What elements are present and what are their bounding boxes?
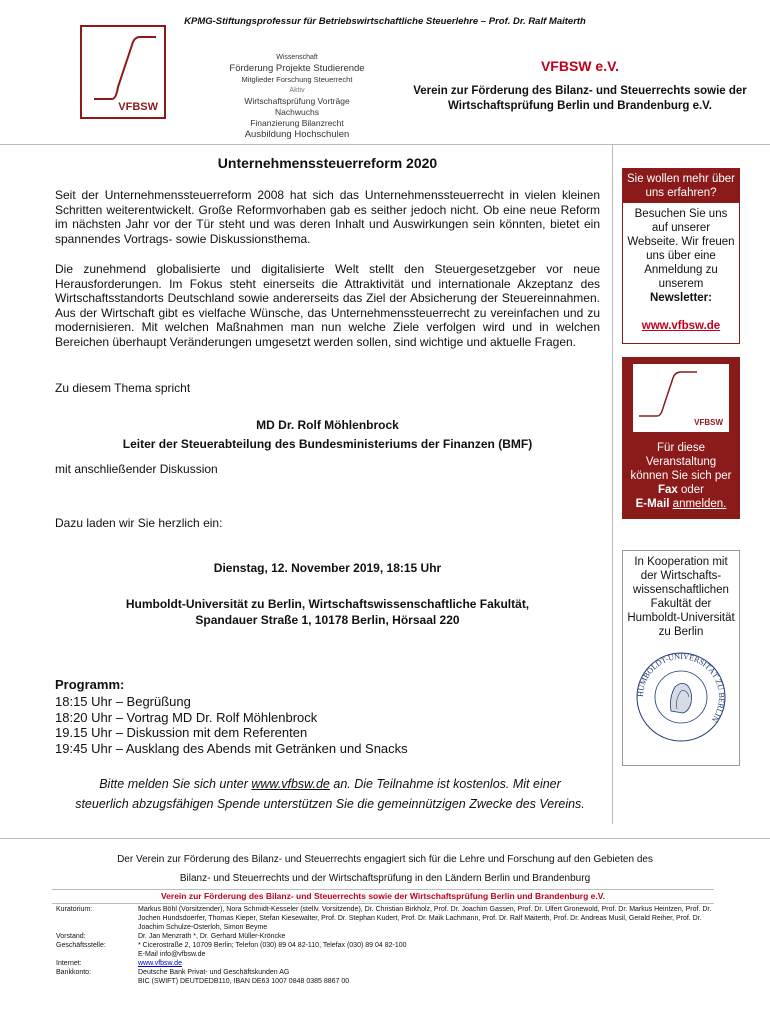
sidebar-logo — [632, 363, 730, 433]
vfbsw-logo — [80, 25, 166, 119]
event-date: Dienstag, 12. November 2019, 18:15 Uhr — [213, 561, 442, 575]
org-long-line-2: Wirtschaftsprüfung Berlin und Brandenburg e.V. — [448, 100, 712, 112]
fax-email-text — [628, 441, 734, 511]
keyword-cloud — [222, 52, 372, 140]
imprint-value: Dr. Jan Menzrath *, Dr. Gerhard Müller-Kröncke — [138, 933, 286, 940]
footer-divider — [52, 889, 714, 890]
footer-org-name: Verein zur Förderung des Bilanz- und Steuerrechts sowie der Wirtschaftsprüfung Berlin und Brandenburg e.V. — [160, 891, 606, 901]
speaker-role: Leiter der Steuerabteilung des Bundesministeriums der Finanzen (BMF) — [122, 437, 533, 451]
imprint-label: Geschäftsstelle: — [56, 942, 106, 949]
context-paragraph: Die zunehmend globalisierte und digitalisierte Welt stellt den Steuergesetzgeber vor neue Herausforderungen. Im Fokus steht einerseits die Attraktivität und internationale Akzeptanz des Wirtschaftsstandorts Deutschland sowie andererseits das Ziel der Absicherung der Steuereinnahmen. Aus der Wirtschaft gibt es vielfache Wünsche, das Unternehmenssteuerrecht zu vereinfachen und zu modernisieren. Mit welchen Maßnahmen man nun welche Ziele verfolgen wird und in welchen Bereichen überhaupt Veränderungen umgesetzt werden sollen, sind wichtige und aktuelle Fragen. — [55, 262, 600, 349]
newsletter-label: Newsletter: — [650, 292, 712, 304]
cloud-line: Wirtschaftsprüfung Vorträge Nachwuchs — [244, 96, 350, 117]
imprint-row — [56, 932, 716, 941]
imprint-value: * Cicerostraße 2, 10709 Berlin; Telefon (030) 89 04 82-110, Telefax (030) 89 04 82-100 — [138, 942, 407, 949]
imprint-row — [56, 977, 716, 986]
registration-text: Bitte melden Sie sich unter — [99, 777, 252, 791]
fax-mid: oder — [677, 484, 705, 496]
program-item: 18:20 Uhr – Vortrag MD Dr. Rolf Möhlenbrock — [55, 709, 318, 725]
imprint-row — [56, 959, 716, 968]
imprint — [56, 905, 716, 986]
cloud-line: Ausbildung Hochschulen — [244, 129, 350, 140]
fax-label: Fax — [657, 484, 678, 496]
imprint-label: Kuratorium: — [56, 906, 93, 913]
newsletter-text: Besuchen Sie uns auf unserer Webseite. Wir freuen uns über eine Anmeldung zu unserem — [627, 208, 735, 290]
speaker-name: MD Dr. Rolf Möhlenbrock — [256, 418, 399, 432]
org-long-line-1: Verein zur Förderung des Bilanz- und Steuerrechts sowie der — [413, 85, 747, 97]
professorship-line: KPMG-Stiftungsprofessur für Betriebswirtschaftliche Steuerlehre – Prof. Dr. Ralf Maiterth — [184, 16, 586, 27]
register-link[interactable]: anmelden. — [672, 498, 727, 510]
sidebar-logo-label: VFBSW — [694, 418, 723, 427]
cooperation-text: In Kooperation mit der Wirtschafts-wissenschaftlichen Fakultät der Humboldt-Universität zu Berlin — [627, 556, 735, 638]
cloud-line: Finanzierung Bilanzrecht — [250, 118, 344, 128]
imprint-label — [56, 977, 138, 986]
email-label: E-Mail — [635, 498, 670, 510]
registration-note — [40, 774, 620, 814]
program-list — [55, 694, 600, 756]
imprint-row — [56, 905, 716, 932]
imprint-value: Markus Böhl (Vorsitzender), Nora Schmidt-Kesseler (stellv. Vorsitzende), Dr. Christian Birkholz, Prof. Dr. Joachim Gassen, Prof. Dr. Ulfert Gronewold, Prof. Dr. Markus Heintzen, Prof. Dr. Jochen Hundsdoerfer, Thomas Kieper, Stefan Kiesewalter, Prof. Dr. Stephan Kudert, Prof. Dr. Maik Lachmann, Prof. Dr. Ralf Maiterth, Prof. Dr. Andreas Musil, Gerald Reiher, Prof. Dr. Joachim Schulze-Osterloh, Simon Beyme — [138, 906, 712, 931]
registration-text: an. Die Teilnahme ist kostenlos. Mit einer — [329, 777, 561, 791]
imprint-label — [56, 950, 138, 959]
footer-website-link[interactable]: www.vfbsw.de — [138, 960, 182, 967]
logo-label: VFBSW — [118, 101, 158, 113]
venue-line-1: Humboldt-Universität zu Berlin, Wirtschaftswissenschaftliche Fakultät, — [125, 597, 530, 611]
fax-pre: Für diese Veranstaltung können Sie sich per — [630, 442, 732, 482]
imprint-value: BIC (SWIFT) DEUTDEDB110, IBAN DE63 1007 0848 0385 8867 00 — [138, 978, 350, 985]
newsletter-body — [623, 203, 739, 343]
imprint-row — [56, 968, 716, 977]
invitation-text: Dazu laden wir Sie herzlich ein: — [55, 516, 223, 530]
program-item: 19:45 Uhr – Ausklang des Abends mit Getränken und Snacks — [55, 740, 408, 756]
svg-text:HUMBOLDT-UNIVERSITÄT ZU BERLIN: HUMBOLDT-UNIVERSITÄT ZU BERLIN — [635, 651, 727, 724]
footer-divider — [0, 838, 770, 839]
imprint-row — [56, 941, 716, 950]
program-item: 18:15 Uhr – Begrüßung — [55, 694, 191, 709]
cloud-line: Mitglieder Forschung Steuerrecht — [241, 75, 353, 84]
imprint-label: Vorstand: — [56, 933, 86, 940]
column-divider — [612, 144, 613, 824]
org-short-name: VFBSW e.V. — [540, 58, 620, 74]
discussion-note: mit anschließender Diskussion — [55, 462, 218, 476]
newsletter-box — [622, 168, 740, 344]
imprint-label: Bankkonto: — [56, 969, 92, 976]
mission-line-1: Der Verein zur Förderung des Bilanz- und Steuerrechts engagiert sich für die Lehre und Forschung auf den Gebieten des — [117, 854, 653, 865]
speaker-intro: Zu diesem Thema spricht — [55, 381, 191, 395]
registration-panel — [622, 357, 740, 519]
cooperation-box — [622, 550, 740, 766]
cloud-line: Förderung Projekte Studierende — [229, 63, 365, 74]
imprint-row — [56, 950, 716, 959]
imprint-label: Internet: — [56, 960, 82, 967]
website-link[interactable]: www.vfbsw.de — [641, 320, 721, 332]
program-item: 19.15 Uhr – Diskussion mit dem Referenten — [55, 725, 308, 740]
intro-paragraph: Seit der Unternehmenssteuerreform 2008 hat sich das Unternehmenssteuerrecht in vielen kleinen Schritten weiterentwickelt. Große Reformvorhaben gab es seither jedoch nicht. Ob eine neue Reform im nächsten Jahr vor der Tür steht und was deren Inhalt und Auswirkungen sein könnten, bietet ein spannendes Vortrags- sowie Diskussionsthema. — [55, 188, 600, 246]
page-title: Unternehmenssteuerreform 2020 — [217, 155, 438, 171]
imprint-value: E-Mail info@vfbsw.de — [138, 951, 206, 958]
mission-statement — [0, 850, 770, 888]
venue-line-2: Spandauer Straße 1, 10178 Berlin, Hörsaal 220 — [195, 613, 460, 627]
registration-link[interactable]: www.vfbsw.de — [251, 777, 330, 791]
header-divider — [0, 144, 770, 145]
cloud-line: Aktiv — [289, 87, 305, 94]
mission-line-2: Bilanz- und Steuerrechts und der Wirtschaftsprüfung in den Ländern Berlin und Brandenburg — [179, 873, 591, 884]
cloud-line: Wissenschaft — [276, 54, 318, 61]
program-title: Programm: — [55, 677, 125, 692]
imprint-value: Deutsche Bank Privat- und Geschäftskunden AG — [138, 969, 290, 976]
humboldt-seal-icon — [631, 647, 731, 747]
footer-divider — [52, 903, 714, 904]
org-long-name — [380, 84, 770, 114]
registration-line-2: steuerlich abzugsfähigen Spende unterstützen Sie die gemeinnützigen Zwecke des Vereins. — [75, 797, 585, 811]
newsletter-heading: Sie wollen mehr über uns erfahren? — [623, 169, 739, 203]
